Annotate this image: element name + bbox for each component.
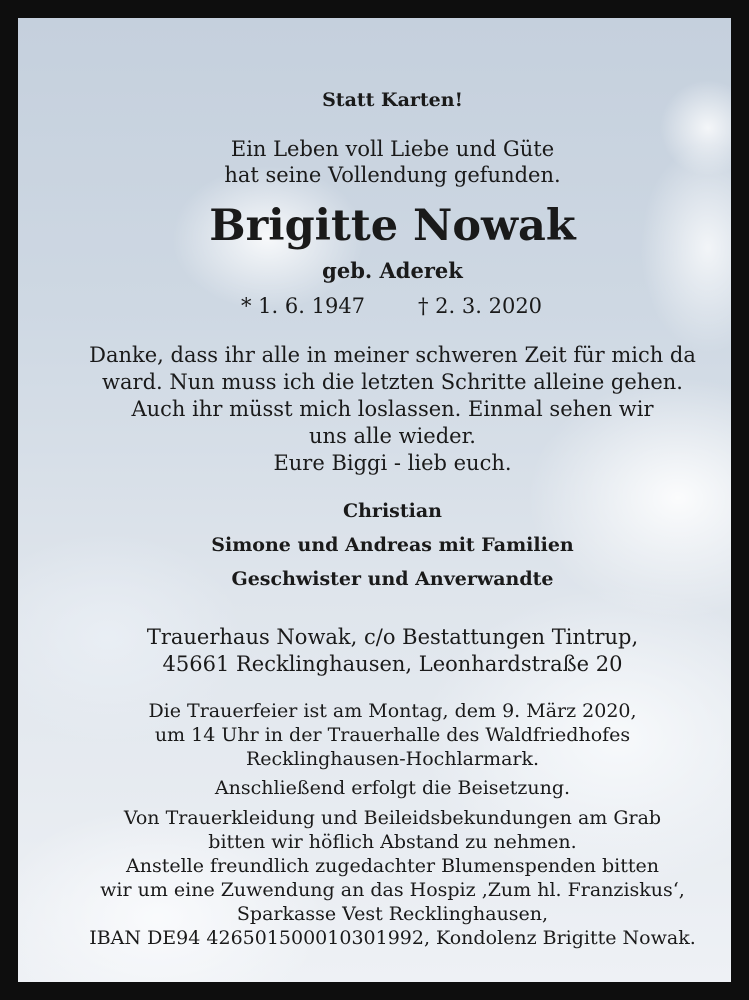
service-line-4: Anschließend erfolgt die Beisetzung.: [214, 777, 571, 799]
heading: Statt Karten!: [322, 89, 463, 111]
maiden-name: geb. Aderek: [322, 258, 463, 283]
message-line-1: Danke, dass ihr alle in meiner schweren Zeit für mich da: [89, 343, 696, 367]
obituary-content: [36, 36, 749, 1000]
address-line-2: 45661 Recklinghausen, Leonhardstraße 20: [162, 652, 623, 676]
service-line-3: Recklinghausen-Hochlarmark.: [245, 748, 540, 770]
mourner-1: Christian: [343, 500, 442, 522]
service-line-10: IBAN DE94 426501500010301992, Kondolenz Brigitte Nowak.: [89, 927, 696, 949]
service-line-7: Anstelle freundlich zugedachter Blumenspenden bitten: [126, 855, 659, 877]
intro-line-1: Ein Leben voll Liebe und Güte: [230, 137, 555, 161]
service-line-2: um 14 Uhr in der Trauerhalle des Waldfriedhofes: [154, 724, 631, 746]
mourner-3: Geschwister und Anverwandte: [231, 568, 554, 590]
message-line-3: Auch ihr müsst mich loslassen. Einmal sehen wir: [131, 397, 654, 421]
mourner-2: Simone und Andreas mit Familien: [211, 534, 574, 556]
intro-line-2: hat seine Vollendung gefunden.: [224, 163, 561, 187]
death-date: † 2. 3. 2020: [418, 294, 543, 318]
birth-date: * 1. 6. 1947: [241, 294, 366, 318]
service-line-1: Die Trauerfeier ist am Montag, dem 9. März 2020,: [148, 700, 637, 722]
service-line-8: wir um eine Zuwendung an das Hospiz ‚Zum hl. Franziskus‘,: [100, 879, 685, 901]
service-line-9: Sparkasse Vest Recklinghausen,: [236, 903, 549, 925]
service-line-6: bitten wir höflich Abstand zu nehmen.: [208, 831, 577, 853]
message-line-4: uns alle wieder.: [309, 424, 476, 448]
deceased-name: Brigitte Nowak: [209, 201, 576, 251]
message-line-5: Eure Biggi - lieb euch.: [273, 451, 512, 475]
message-line-2: ward. Nun muss ich die letzten Schritte alleine gehen.: [102, 370, 683, 394]
address-line-1: Trauerhaus Nowak, c/o Bestattungen Tintrup,: [146, 625, 639, 649]
service-line-5: Von Trauerkleidung und Beileidsbekundungen am Grab: [123, 807, 662, 829]
